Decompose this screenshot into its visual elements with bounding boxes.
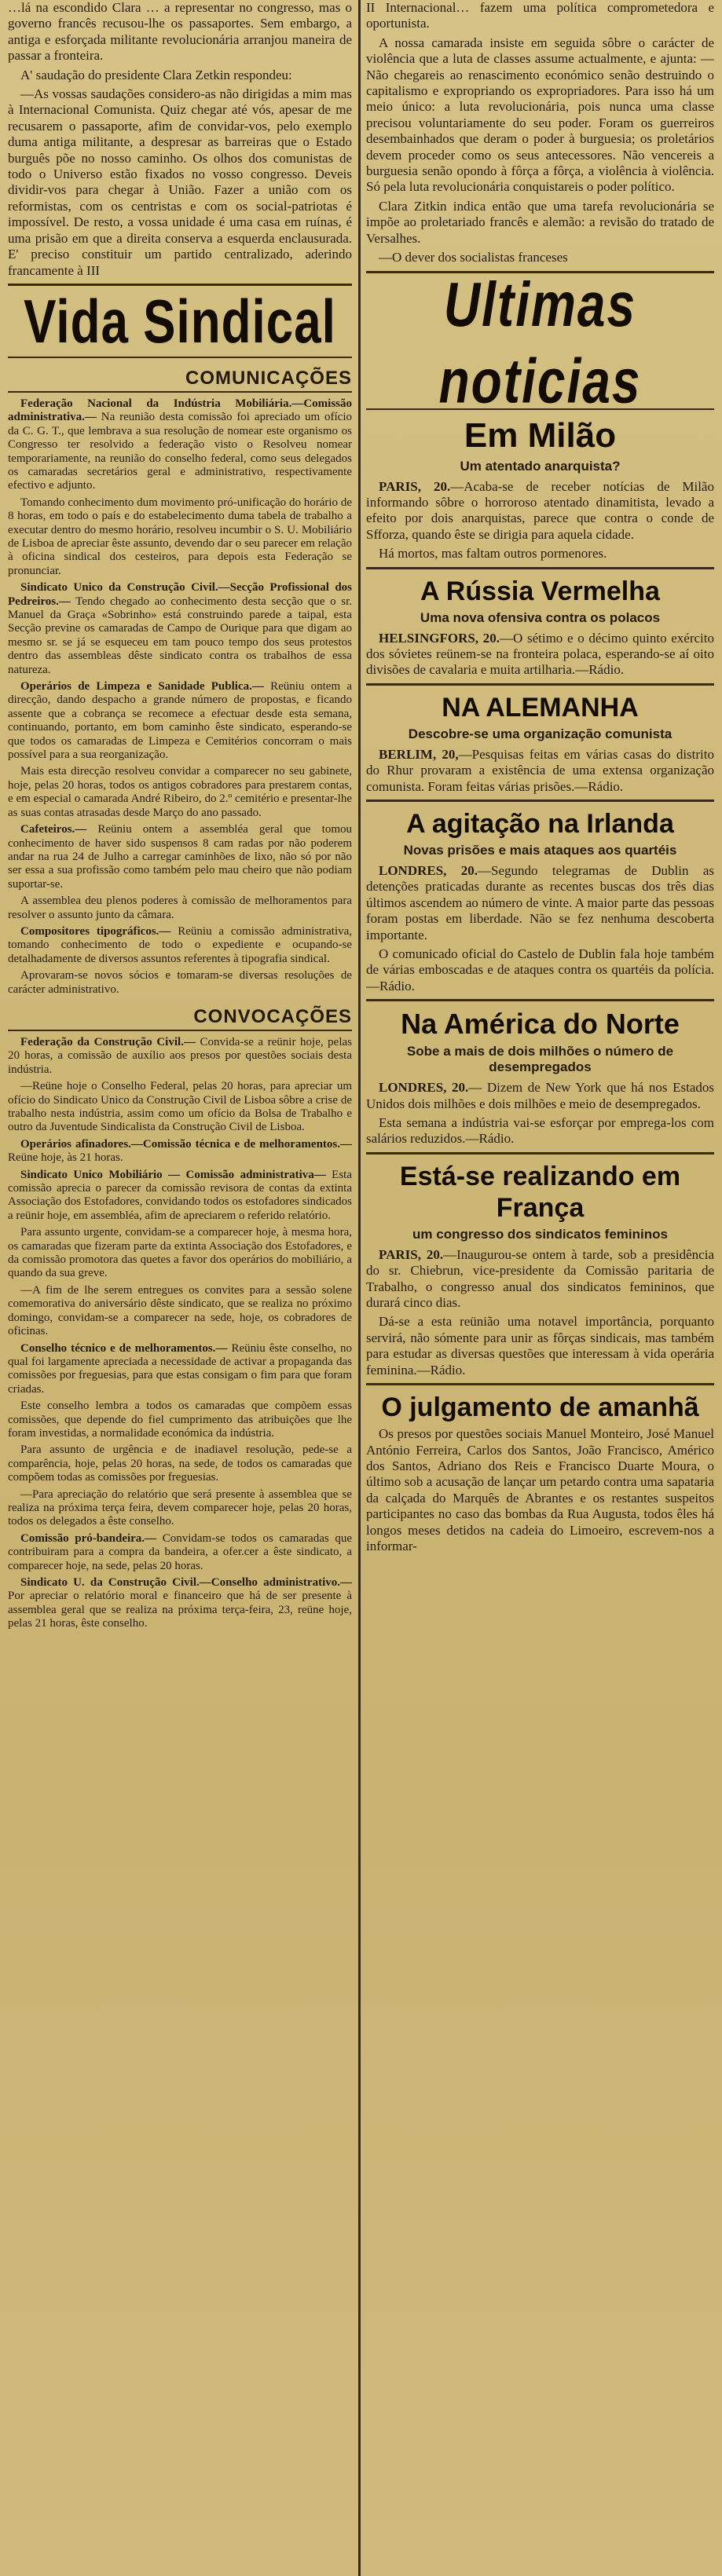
intro-paragraph: —O dever dos socialistas franceses xyxy=(379,250,568,265)
story-paragraph xyxy=(366,946,714,994)
news-story xyxy=(366,1392,714,1554)
convocacoes-notice xyxy=(8,1080,352,1135)
convocacoes-notice xyxy=(8,1532,352,1573)
story-paragraph xyxy=(366,1426,714,1554)
dateline: PARIS, 20. xyxy=(379,478,451,494)
comunicacoes-notice xyxy=(8,397,352,493)
story-text: Os presos por questões sociais Manuel Monteiro, José Manuel António Ferreira, Carlos dos Santos, João Francisco, Américo dos Santos, Adriano dos Reis e Francisco Duarte Moura, o último sob a acusação de lançar um petardo contra uma sapataria da calçada do Marquês de Abrantes e os restantes suspeitos participantes no caso das bombas da Rua Augusta, todos êles há longos meses detidos na cadeia do Limoeiro, escrevem-nos a informar- xyxy=(366,1426,714,1553)
dateline: PARIS, 20. xyxy=(379,1246,444,1262)
story-paragraph xyxy=(366,479,714,543)
comunicacoes-notice xyxy=(8,969,352,997)
dateline: LONDRES, 20. xyxy=(379,862,478,878)
story-paragraph xyxy=(366,863,714,943)
story-headline: Em Milão xyxy=(464,415,617,455)
left-intro xyxy=(8,0,352,279)
story-headline: A agitação na Irlanda xyxy=(406,808,674,839)
story-text: —Acaba-se de receber notícias de Milão informando sôbre o horroroso atentado dinamitista, levado a efeito por dois anarquistas, parece que contra o conde de Sfforza, quando êste se dirigia para aquela cidade. xyxy=(366,478,714,542)
comunicacoes-notice xyxy=(8,895,352,922)
story-text: —O sétimo e o décimo quinto exército dos sóvietes reünem-se na fronteira polaca, esperando-se aí oito divisões de cavalaria e muita artilharia.—Rádio. xyxy=(366,630,714,678)
section-divider xyxy=(366,1383,714,1385)
convocacoes-notice xyxy=(8,1169,352,1224)
story-text: O comunicado oficial do Castelo de Dublin fala hoje também de várias emboscadas e de ataques contra os quartéis da polícia.—Rádio. xyxy=(366,946,714,993)
notice-body: Reüniu ontem a assembléa geral que tomou conhecimento de haver sido suspensos 8 cam radas por não poderem andar na rua 24 de Julho a carregar caminhões de lixo, não só por não ser essa a sua profissão como também pelo mau cheiro que não podiam suportar-se. xyxy=(8,823,352,891)
notice-body: —A fim de lhe serem entregues os convites para a sessão solene comemorativa do aniversário dêste sindicato, que se realiza no próximo domingo, convidam-se a comparecer na sede, hoje, os cobradores de oficinas. xyxy=(8,1283,352,1338)
news-story xyxy=(366,416,714,562)
news-story xyxy=(366,576,714,679)
notice-heading: Federação da Construção Civil.— xyxy=(20,1035,196,1048)
comunicacoes-notice xyxy=(8,496,352,578)
comunicacoes-notice xyxy=(8,823,352,891)
story-paragraph xyxy=(366,546,714,562)
notice-body: Convida-se a reünir hoje, pelas 20 horas, a comissão de auxílio aos presos por questões sociais desta indústria. xyxy=(8,1035,352,1076)
notice-body: Para assunto urgente, convidam-se a comparecer hoje, à mesma hora, os camaradas que fizeram parte da extinta Associação dos Estofadores, e da comissão promotora das quetes a favor dos operários do mobiliário, a quando da sua greve. xyxy=(8,1226,352,1280)
notice-body: —Reüne hoje o Conselho Federal, pelas 20 horas, para apreciar um ofício do Sindicato Unico da Construção Civil de Lisboa sôbre a crise de trabalho nesta indústria, assim como um ofício da Bolsa de Trabalho e outro da Juventude Sindicalista da Construção Civil de Lisboa. xyxy=(8,1080,352,1134)
notice-body: —Para apreciação do relatório que será presente à assemblea que se realiza na próxima terça feira, devem comparecer hoje, pelas 20 horas, todos os delegados a êste conselho. xyxy=(8,1487,352,1528)
story-text: Dá-se a esta reünião uma notavel importância, porquanto servirá, não sómente para unir as fôrças sindicais, mas também para estudar as diversas questões que interessam à vida operária feminina.—Rádio. xyxy=(366,1314,714,1378)
story-headline: Na América do Norte xyxy=(401,1008,680,1041)
story-deck: Novas prisões e mais ataques aos quartéis xyxy=(403,842,677,858)
story-paragraph xyxy=(366,1247,714,1312)
comunicacoes-heading: COMUNICAÇÕES xyxy=(8,368,352,393)
section-divider xyxy=(8,284,352,286)
story-paragraph xyxy=(366,631,714,679)
notice-body: Reüniu a comissão administrativa, tomando conhecimento de todo o expediente e ocupando-se detalhadamente de diversos assuntos referentes à tipografia sindical. xyxy=(8,924,352,965)
notice-heading: Sindicato Unico da Construção Civil.—Secção Profissional dos Pedreiros.— xyxy=(8,581,352,608)
intro-paragraph: Clara Zitkin indica então que uma tarefa revolucionária se impõe ao proletariado francês e alemão: a revisão do tratado de Versalhes. xyxy=(366,198,714,246)
notice-heading: Comissão pró-bandeira.— xyxy=(20,1531,157,1545)
story-deck: Um atentado anarquista? xyxy=(460,458,621,474)
story-headline: Está-se realizando em França xyxy=(399,1161,681,1223)
notice-body: Convidam-se todos os camaradas que contribuiram para a compra da bandeira, a ofer.cer a êste sindicato, a comparecer hoje, na sede, pelas 20 horas. xyxy=(8,1531,352,1572)
notice-body: Por apreciar o relatório moral e financeiro que há de ser presente à assemblea geral que se realiza na próxima terça-feira, 23, reüne hoje, pelas 21 horas, êste conselho. xyxy=(8,1590,352,1630)
convocacoes-notice xyxy=(8,1138,352,1165)
convocacoes-notice xyxy=(8,1488,352,1529)
notice-heading: Sindicato U. da Construção Civil.—Conselho administrativo.— xyxy=(20,1576,352,1589)
notice-body: Tomando conhecimento dum movimento pró-unificação do horário de 8 horas, em todo o país e do estabelecimento duma tabela de trabalho a executar dentro do mesmo horário, resolveu incumbir o S. U. Mobiliário de Lisboa de apreciar êste assunto, devendo dar o seu parecer em relação à oficina sindical dos cesteiros, para depois esta Federação se pronunciar. xyxy=(8,496,352,577)
story-deck: Descobre-se uma organização comunista xyxy=(408,726,673,741)
dateline: LONDRES, 20. xyxy=(379,1080,469,1096)
notice-body: Aprovaram-se novos sócios e tomaram-se diversas resoluções de carácter administrativo. xyxy=(8,969,352,996)
story-deck: Uma nova ofensiva contra os polacos xyxy=(420,609,661,625)
news-story xyxy=(366,808,714,994)
notice-heading: Operários afinadores.—Comissão técnica e de melhoramentos.— xyxy=(20,1137,352,1151)
story-paragraph xyxy=(366,1115,714,1147)
story-deck: um congresso dos sindicatos femininos xyxy=(412,1226,668,1242)
notice-body: Reüne hoje, às 21 horas. xyxy=(8,1151,123,1165)
convocacoes-notice xyxy=(8,1036,352,1077)
convocacoes-list xyxy=(8,1036,352,1631)
dateline: BERLIM, 20, xyxy=(379,746,459,762)
story-paragraph xyxy=(366,747,714,795)
notice-body: Para assunto de urgência e de inadiavel resolução, pede-se a comparência, hoje, pelas 20 horas, na sede, de todos os camaradas que compõem todas as comissões por freguesias. xyxy=(8,1444,352,1484)
intro-paragraph: —As vossas saudações considero-as não dirigidas a mim mas à Internacional Comunista. Quiz chegar até vós, apesar de me recusarem o passaporte, afim de convidar-vos, pelo exemplo duma antiga militante, a despresar as barreiras que o Estado burguês põe no nosso caminho. Os olhos dos comunistas de todo o Universo estão fixados no vosso congresso. Deveis dividir-vos para chegar à União. Fazer a união com os reformistas, com os centristas e com os social-patriotas é impossível. De resto, a vossa unidade é uma casa em ruínas, é uma prisão em que a direita conserva a esquerda enclausurada. E' preciso constituir um partido centralizado, aderindo francamente à III xyxy=(8,86,352,278)
notice-body: Esta comissão aprecia o parecer da comissão revisora de contas da extinta Associação dos Estofadores, convidando todos os estofadores sindicados a reünir hoje, em assembléa, afim de apreciarem o referido relatório. xyxy=(8,1168,352,1222)
column-rule xyxy=(358,0,361,2576)
comunicacoes-notice xyxy=(8,925,352,966)
notice-heading: Compositores tipográficos.— xyxy=(20,924,171,938)
section-divider xyxy=(366,999,714,1001)
convocacoes-notice xyxy=(8,1444,352,1484)
notice-heading: Sindicato Unico Mobiliário — Comissão administrativa— xyxy=(20,1168,326,1181)
notice-body: Este conselho lembra a todos os camaradas que compõem essas comissões, que depende do fiel cumprimento das atribuições que lhe foram investidas, a normalidade económica da indústria. xyxy=(8,1400,352,1440)
story-text: —Segundo telegramas de Dublin as detenções praticadas durante as recentes buscas dos três dias últimos ascendem ao número de vinte. A maior parte das pessoas foram postas em liberdade. Não se fez nenhuma descoberta importante. xyxy=(366,862,714,942)
left-column xyxy=(8,0,352,2576)
comunicacoes-notice xyxy=(8,765,352,820)
story-paragraph xyxy=(366,1314,714,1378)
news-stories xyxy=(366,416,714,1555)
story-text: Há mortos, mas faltam outros pormenores. xyxy=(379,546,607,562)
intro-paragraph: …lá na escondido Clara … a representar no congresso, mas o governo francês recusou-lhe os passaportes. Sem embargo, a antiga e esforçada militante revolucionária arranjou maneira de passar a fronteira. xyxy=(8,0,352,64)
section-divider xyxy=(366,1152,714,1154)
right-column xyxy=(366,0,714,2576)
convocacoes-notice xyxy=(8,1226,352,1281)
story-deck: Sobe a mais de dois milhões o número de desempregados xyxy=(406,1044,674,1075)
notice-heading: Conselho técnico e de melhoramentos.— xyxy=(20,1341,228,1355)
story-text: —Pesquisas feitas em várias casas do distrito do Rhur provaram a existência de uma extensa organização comunista. Foram feitas várias prisões.—Rádio. xyxy=(366,746,714,794)
convocacoes-notice xyxy=(8,1576,352,1631)
notice-body: Mais esta direcção resolveu convidar a comparecer no seu gabinete, hoje, pelas 20 horas, todos os antigos cobradores para prestarem contas, e em especial o camarada André Ribeiro, do 2.º cemitério e presentar-lhe as suas contas atrasadas desde Março do ano passado. xyxy=(8,765,352,819)
comunicacoes-notice xyxy=(8,680,352,762)
convocacoes-notice xyxy=(8,1400,352,1440)
story-text: —Inaugurou-se ontem à tarde, sob a presidência do sr. Chiebrun, vice-presidente da Comissão paritaria de Trabalho, o congresso anual dos sindicatos femininos, que durará cinco dias. xyxy=(366,1246,714,1311)
notice-body: A assemblea deu plenos poderes à comissão de melhoramentos para resolver o assunto junto da câmara. xyxy=(8,895,352,921)
news-story xyxy=(366,1161,714,1378)
story-headline: O julgamento de amanhã xyxy=(381,1392,699,1423)
story-headline: A Rússia Vermelha xyxy=(420,576,660,606)
story-headline: NA ALEMANHA xyxy=(442,692,639,723)
notice-heading: Operários de Limpeza e Sanidade Publica.— xyxy=(20,680,264,693)
notice-heading: Cafeteiros.— xyxy=(20,823,87,836)
story-text: Esta semana a indústria vai-se esforçar por emprega-los com salários reduzidos.—Rádio. xyxy=(366,1115,714,1147)
comunicacoes-list xyxy=(8,397,352,997)
intro-paragraph: II Internacional… fazem uma política comprometedora e oportunista. xyxy=(366,0,714,31)
convocacoes-notice xyxy=(8,1342,352,1397)
story-text: — Dizem de New York que há nos Estados Unidos dois milhões e dois milhões e meio de desempregados. xyxy=(366,1080,714,1111)
intro-paragraph: A nossa camarada insiste em seguida sôbre o carácter de violência que a luta de classes assume actualmente, e ajunta: —Não chegareis ao renascimento económico senão destruindo o capitalismo e expropriando os expropriadores. Para isso há um meio único: a luta revolucionária, pois nunca uma classe precisou voluntariamente do seu poder. Foram os guerreiros desembainhados que deram o poder à burguesia; os proletários devem proceder como os seus antecessores. Não vencereis a burguesia senão opondo à fôrça a fôrça, a violência à violência. Só pela luta revolucionária conquistareis o poder político. xyxy=(366,35,714,195)
notice-body: Tendo chegado ao conhecimento desta secção que o sr. Manuel da Graça «Sobrinho» está construindo parede a taipal, esta Secção previne os camaradas de Campo de Ourique para que digam ao mesmo sr. se já se esqueceu em tam pouco tempo dos seus protestos dentro das assembleas dêste sindicato contra os trabalhos de essa natureza. xyxy=(8,595,352,676)
story-paragraph xyxy=(366,1080,714,1112)
section-divider xyxy=(366,683,714,686)
section-divider xyxy=(366,800,714,802)
ultimas-noticias-masthead: Ultimas noticias xyxy=(438,268,642,416)
notice-body: Reüniu ontem a direcção, dando despacho a grande número de propostas, e ficando assente que a cobrança se recomece a efectuar desde esta semana, continuando, portanto, em bom caminho êste sindicato, esperando-se que todos os camaradas de Limpeza e Cemitérios concorram o mais possível para a sua reorganização. xyxy=(8,680,352,762)
news-story xyxy=(366,1008,714,1147)
vida-sindical-masthead: Vida Sindical xyxy=(24,288,336,357)
convocacoes-heading: CONVOCAÇÕES xyxy=(8,1006,352,1031)
notice-body: Reüniu êste conselho, no qual foi largamente apreciada a necessidade de activar a propaganda das comissões por freguesias, para que estas consigam o fim para que foram criadas. xyxy=(8,1341,352,1396)
convocacoes-notice xyxy=(8,1284,352,1339)
section-divider xyxy=(366,567,714,569)
dateline: HELSINGFORS, 20. xyxy=(379,630,500,646)
right-intro xyxy=(366,0,714,266)
intro-paragraph: A' saudação do presidente Clara Zetkin respondeu: xyxy=(20,67,292,82)
news-story xyxy=(366,692,714,795)
notice-heading: Federação Nacional da Indústria Mobiliária.—Comissão administrativa.— xyxy=(8,397,352,424)
notice-body: Na reunião desta comissão foi apreciado um ofício da C. G. T., que lembrava a sua resolução de nomear este organismo os Congresso ter resolvido a federação visto o Resolveu nomear temporariamente, na reunião do conselho federal, como seus delegados os camaradas secretários geral e administrativo, respectivamente efectivo e adjunto. xyxy=(8,411,352,492)
comunicacoes-notice xyxy=(8,581,352,677)
